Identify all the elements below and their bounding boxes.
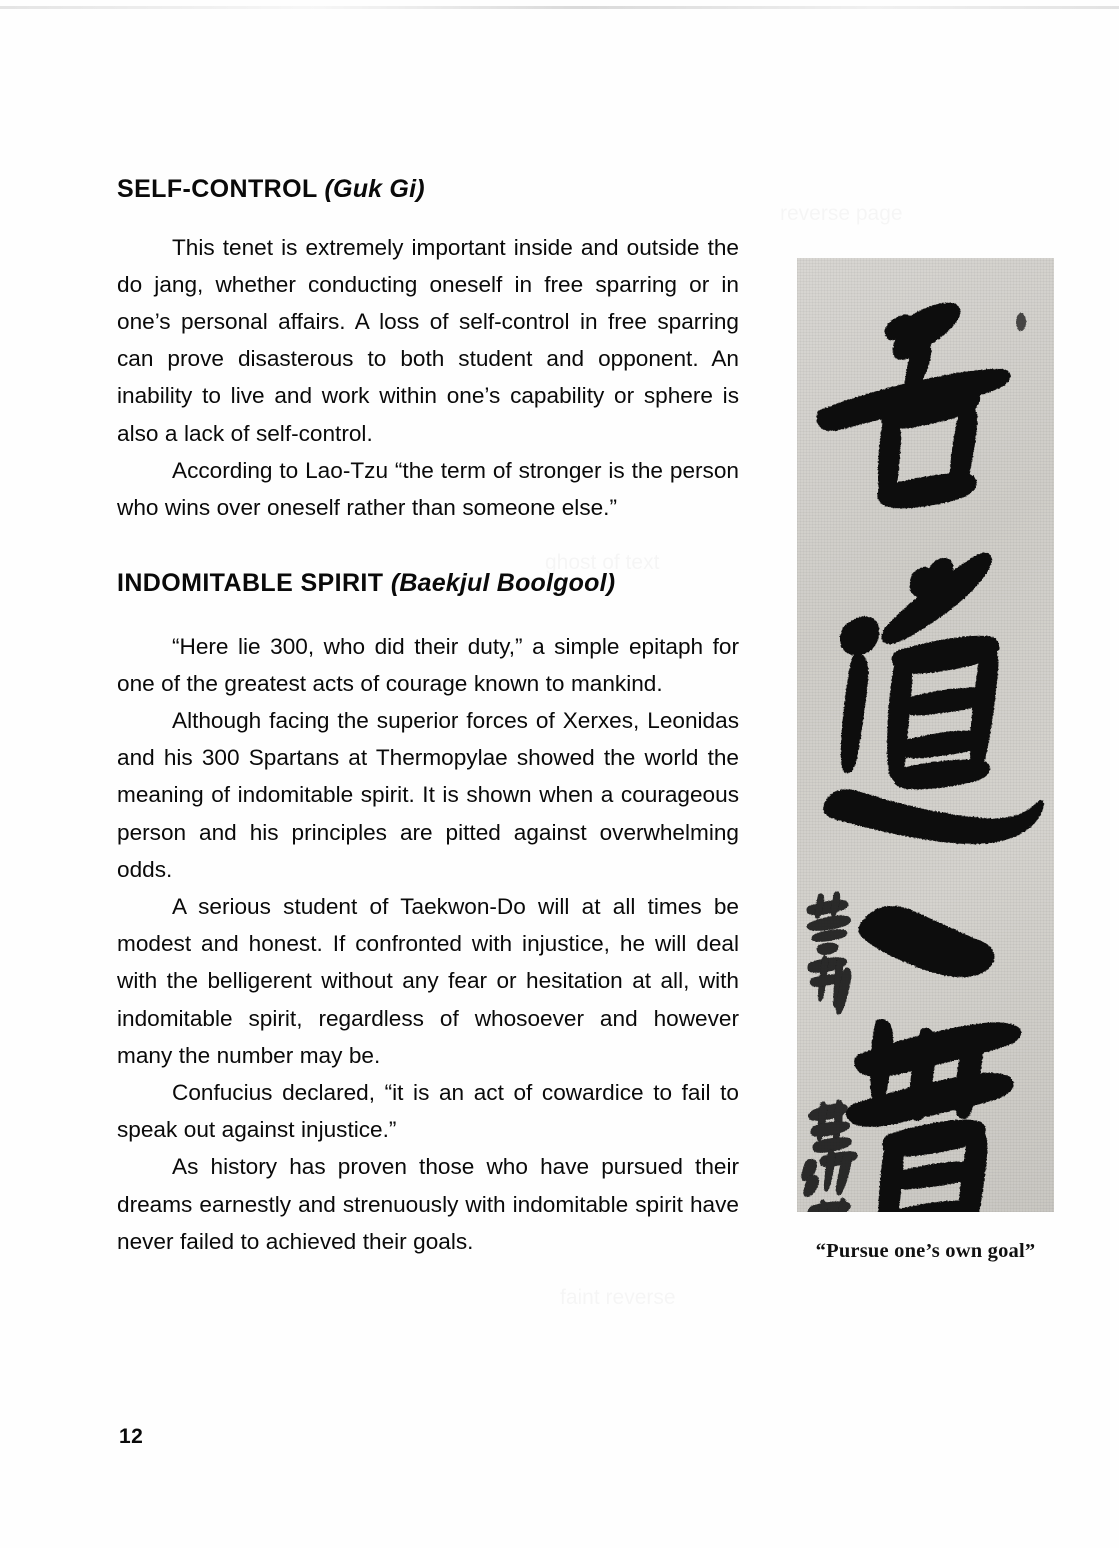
paragraph: According to Lao-Tzu “the term of stronger is the person who wins over oneself rather than someone else.” (117, 457, 739, 520)
scan-edge-artifact (0, 6, 1119, 9)
calligraphy-figure (797, 258, 1054, 1263)
page-number: 12 (119, 1425, 144, 1448)
paragraph: “Here lie 300, who did their duty,” a simple epitaph for one of the greatest acts of courage known to mankind. (117, 633, 739, 696)
bleed-through-ghost (560, 1280, 676, 1316)
paragraph: As history has proven those who have pursued their dreams earnestly and strenuously with indomitable spirit have never failed to achieved their goals. (117, 1154, 739, 1254)
calligraphy-scroll-image (797, 258, 1054, 1212)
inscription-strokes (801, 891, 870, 1212)
spacer (117, 598, 739, 628)
paragraph: Although facing the superior forces of Xerxes, Leonidas and his 300 Spartans at Thermopylae showed the world the meaning of indomitable spirit. It is shown when a courageous person and his principles are pitted against overwhelming odds. (117, 708, 739, 882)
calligraphy-strokes (797, 258, 1054, 1212)
section-heading-english: SELF-CONTROL (117, 175, 318, 203)
section-heading-english: INDOMITABLE SPIRIT (117, 569, 384, 598)
section-heading-self-control (117, 176, 739, 204)
figure-caption: “Pursue one’s own goal” (815, 1240, 1036, 1262)
spacer (117, 526, 739, 570)
paragraph: A serious student of Taekwon-Do will at all times be modest and honest. If confronted with injustice, he will deal with the belligerent without any fear or hesitation at all, with indomitable spirit, regardless of whosoever and however many the number may be. (117, 894, 739, 1068)
bleed-through-ghost (780, 196, 903, 232)
paragraph: This tenet is extremely important inside and outside the do jang, whether conducting oneself in free sparring or in one’s personal affairs. A loss of self-control in free sparring can prove disasterous to both student and opponent. An inability to live and work within one’s capability or sphere is also a lack of self-control. (117, 234, 739, 446)
section-heading-indomitable-spirit (117, 570, 739, 598)
section-heading-korean: (Baekjul Boolgool) (390, 569, 616, 598)
section-heading-korean: (Guk Gi) (324, 175, 425, 203)
spacer (117, 204, 739, 229)
paragraph: Confucius declared, “it is an act of cowardice to fail to speak out against injustice.” (117, 1080, 739, 1143)
article-text-column (117, 176, 739, 1260)
